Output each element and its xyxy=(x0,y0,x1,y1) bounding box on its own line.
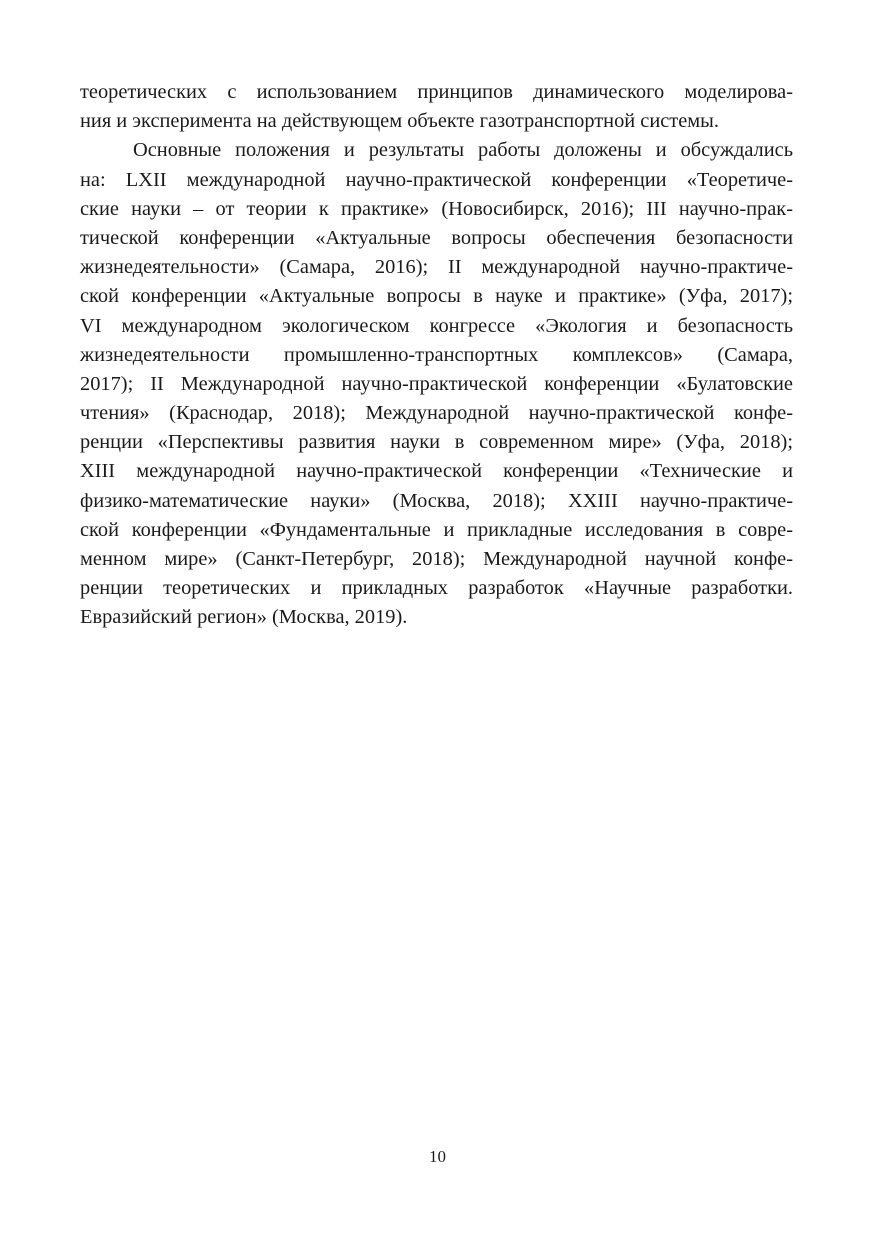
page-number: 10 xyxy=(429,1147,446,1166)
paragraph-2 xyxy=(80,136,793,632)
text-line: ния и эксперимента на действующем объекте газотранспортной системы. xyxy=(80,110,719,133)
paragraph-1 xyxy=(80,78,793,136)
text-line: 2017); II Международной научно-практической конференции «Булатовские xyxy=(80,372,793,395)
text-line: ренции теоретических и прикладных разработок «Научные разработки. xyxy=(80,577,793,600)
text-line: физико-математические науки» (Москва, 2018); XXIII научно-практиче- xyxy=(80,489,793,512)
body-text xyxy=(80,78,793,633)
text-line: Евразийский регион» (Москва, 2019). xyxy=(80,606,408,629)
text-line: XIII международной научно-практической конференции «Технические и xyxy=(80,460,793,483)
text-line: Основные положения и результаты работы доложены и обсуждались xyxy=(133,139,793,162)
text-line: ские науки – от теории к практике» (Новосибирск, 2016); III научно-прак- xyxy=(80,197,793,220)
text-line: теоретических с использованием принципов динамического моделирова- xyxy=(80,81,793,103)
text-line: жизнедеятельности» (Самара, 2016); II международной научно-практиче- xyxy=(80,256,793,279)
text-line: тической конференции «Актуальные вопросы обеспечения безопасности xyxy=(80,226,793,249)
text-line: чтения» (Краснодар, 2018); Международной научно-практической конфе- xyxy=(80,402,793,425)
text-line: ренции «Перспективы развития науки в современном мире» (Уфа, 2018); xyxy=(80,431,793,454)
text-line: жизнедеятельности промышленно-транспортных комплексов» (Самара, xyxy=(80,343,793,366)
text-line: на: LXII международной научно-практической конференции «Теоретиче- xyxy=(80,168,793,191)
text-line: ской конференции «Актуальные вопросы в науке и практике» (Уфа, 2017); xyxy=(80,285,793,308)
text-line: менном мире» (Санкт-Петербург, 2018); Международной научной конфе- xyxy=(80,548,793,570)
text-line: ской конференции «Фундаментальные и прикладные исследования в совре- xyxy=(80,518,793,541)
text-line: VI международном экологическом конгрессе «Экология и безопасность xyxy=(80,314,793,337)
